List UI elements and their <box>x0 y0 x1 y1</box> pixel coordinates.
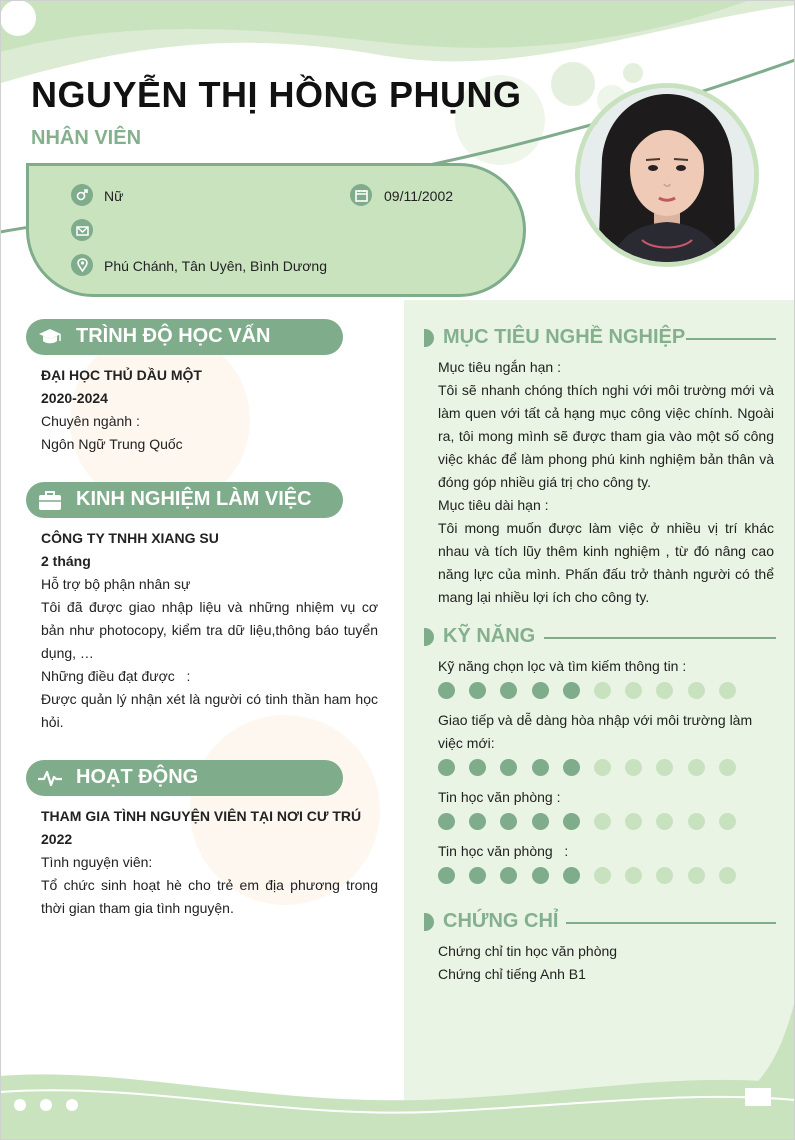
gender-icon <box>71 184 93 206</box>
skills-title: KỸ NĂNG <box>443 625 536 647</box>
skill-dot <box>688 759 705 776</box>
calendar-icon <box>350 184 372 206</box>
skill-dot <box>719 759 736 776</box>
activities-title: HOẠT ĐỘNG <box>76 766 199 788</box>
education-school: ĐẠI HỌC THỦ DẦU MỘT <box>41 367 202 383</box>
skill-dot <box>563 867 580 884</box>
skill-dot <box>594 867 611 884</box>
skill-name-4: Tin học văn phòng : <box>438 843 569 859</box>
certificates-title: CHỨNG CHỈ <box>443 910 559 932</box>
skill-dot <box>563 759 580 776</box>
experience-position: Hỗ trợ bộ phận nhân sự <box>41 576 191 592</box>
location-icon <box>71 254 93 276</box>
birthdate-value: 09/11/2002 <box>384 188 454 204</box>
activity-role: Tình nguyện viên: <box>41 854 153 870</box>
objective-long-label: Mục tiêu dài hạn : <box>438 497 549 513</box>
skill-dot <box>594 682 611 699</box>
skill-dot <box>532 759 549 776</box>
portrait-image <box>580 88 754 262</box>
skill-dot <box>532 813 549 830</box>
skill-dot <box>563 682 580 699</box>
skill-dot <box>438 813 455 830</box>
profile-photo <box>575 83 759 267</box>
skill-name-2: Giao tiếp và dễ dàng hòa nhập với môi trường làm việc mới: <box>438 712 753 751</box>
objective-title: MỤC TIÊU NGHỀ NGHIỆP <box>443 326 686 348</box>
gender-value: Nữ <box>104 188 124 204</box>
contact-info-box <box>26 163 526 297</box>
experience-description: Tôi đã được giao nhập liệu và những nhiệm vụ cơ bản như photocopy, kiểm tra dữ liệu,thông báo tuyển dụng, … <box>41 599 378 661</box>
skill-dot <box>563 813 580 830</box>
candidate-name: NGUYỄN THỊ HỒNG PHỤNG <box>31 74 522 115</box>
objective-short-label: Mục tiêu ngắn hạn : <box>438 359 561 375</box>
skill-dot <box>438 682 455 699</box>
objective-header <box>424 326 776 350</box>
skill-name-1: Kỹ năng chọn lọc và tìm kiếm thông tin : <box>438 658 687 674</box>
activity-year: 2022 <box>41 831 73 847</box>
experience-achievements-label: Những điều đạt được : <box>41 668 191 684</box>
skill-dot <box>532 682 549 699</box>
experience-achievements: Được quản lý nhận xét là người có tinh thần ham học hỏi. <box>41 691 378 730</box>
skill-name-3: Tin học văn phòng : <box>438 789 561 805</box>
experience-company: CÔNG TY TNHH XIANG SU <box>41 530 219 546</box>
skill-dot <box>594 813 611 830</box>
education-major: Ngôn Ngữ Trung Quốc <box>41 436 183 452</box>
skill-dot <box>719 813 736 830</box>
activity-name: THAM GIA TÌNH NGUYỆN VIÊN TẠI NƠI CƯ TRÚ <box>41 808 362 824</box>
skill-dot <box>688 867 705 884</box>
objective-long-text: Tôi mong muốn được làm việc ở nhiều vị trí khác nhau và tích lũy thêm kinh nghiệm , từ đó nâng cao năng lực của mình. Phấn đấu trở thành người có thể mang lại nhiều lợi ích cho công ty. <box>438 520 774 605</box>
experience-title: KINH NGHIỆM LÀM VIỆC <box>76 488 312 510</box>
pulse-icon <box>37 766 63 790</box>
experience-header <box>26 482 343 518</box>
activity-description: Tổ chức sinh hoạt hè cho trẻ em địa phương trong thời gian tham gia tình nguyện. <box>41 877 378 916</box>
skills-header <box>424 625 776 649</box>
skill-dot <box>719 867 736 884</box>
candidate-role: NHÂN VIÊN <box>31 127 142 149</box>
briefcase-icon <box>37 488 63 512</box>
education-major-label: Chuyên ngành : <box>41 413 140 429</box>
skill-dot <box>594 759 611 776</box>
address-value: Phú Chánh, Tân Uyên, Bình Dương <box>104 258 327 274</box>
experience-duration: 2 tháng <box>41 553 91 569</box>
graduation-cap-icon <box>37 325 63 349</box>
skill-dot <box>438 759 455 776</box>
skill-dot <box>719 682 736 699</box>
education-header <box>26 319 343 355</box>
skill-dot <box>438 867 455 884</box>
activities-header <box>26 760 343 796</box>
skill-dot <box>688 682 705 699</box>
education-years: 2020-2024 <box>41 390 108 406</box>
certificate-item-1: Chứng chỉ tin học văn phòng <box>438 943 618 959</box>
certificate-item-2: Chứng chỉ tiếng Anh B1 <box>438 966 586 982</box>
email-icon <box>71 219 93 241</box>
certificates-header <box>424 910 776 934</box>
skill-dot <box>532 867 549 884</box>
skill-dot <box>688 813 705 830</box>
objective-short-text: Tôi sẽ nhanh chóng thích nghi với môi trường mới và làm quen với tất cả hạng mục công việc chính. Ngoài ra, tôi mong mình sẽ được tham gia vào một số công việc khác để làm phong phú kinh nghiệm bản thân và đóng góp nhiều giá trị cho công ty. <box>438 382 774 490</box>
education-title: TRÌNH ĐỘ HỌC VẤN <box>76 325 271 347</box>
